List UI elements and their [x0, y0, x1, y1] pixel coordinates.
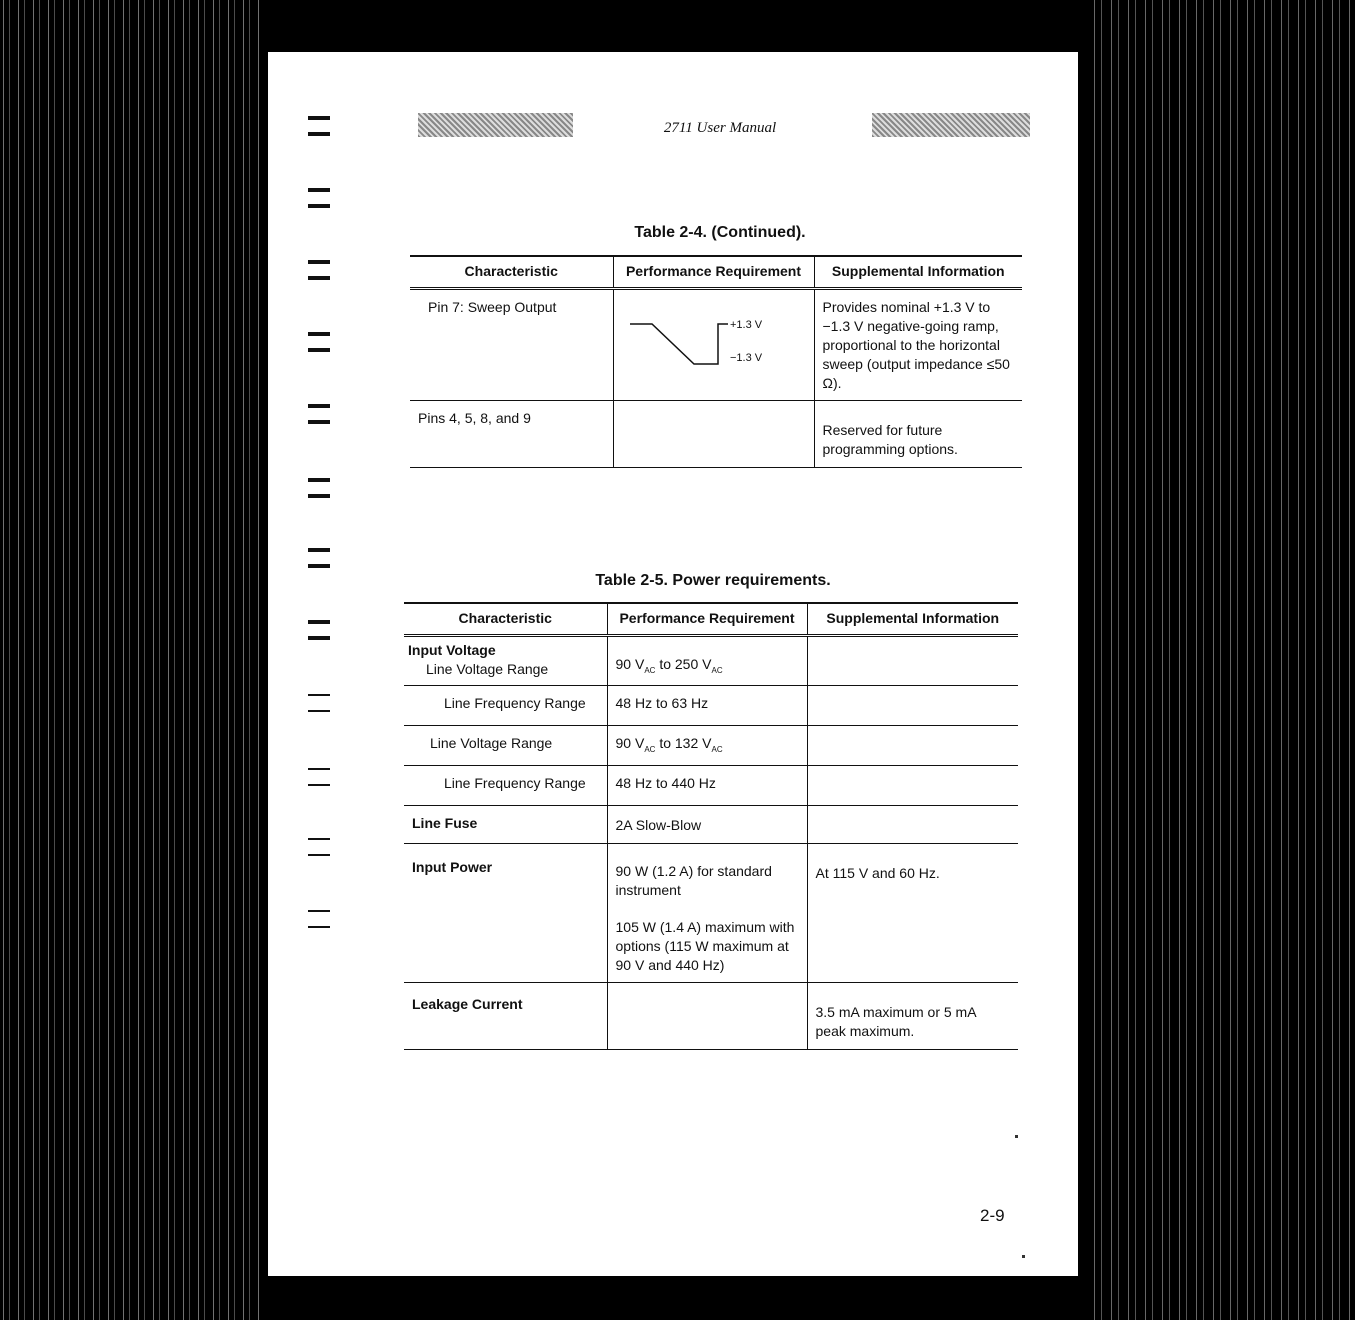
input-power-label: Input Power [404, 844, 607, 983]
table4 [410, 255, 1022, 468]
line-fuse-value: 2A Slow-Blow [607, 806, 807, 844]
scan-margin-left [0, 0, 262, 1320]
table4-col-supplemental: Supplemental Information [814, 256, 1022, 289]
leakage-current-value [607, 983, 807, 1050]
waveform-lower-label: −1.3 V [729, 352, 762, 364]
table4-caption: Table 2-4. (Continued). [634, 224, 806, 241]
page-number: 2-9 [980, 1206, 1005, 1225]
table-row [404, 636, 1018, 686]
sweep-ramp-waveform [622, 298, 802, 378]
table4-r2-requirement [613, 401, 814, 468]
line-fuse-label: Line Fuse [404, 806, 607, 844]
input-voltage-group-label: Input Voltage [408, 642, 496, 658]
binder-edge-marks [300, 100, 340, 1230]
input-power-value [607, 844, 807, 983]
table4-col-performance: Performance Requirement [613, 256, 814, 289]
table5-col-characteristic: Characteristic [404, 603, 607, 636]
line-voltage-range-label: Line Voltage Range [426, 660, 549, 677]
line-voltage-range-value: 90 $V_{AC}$ to 250 $V_{AC}$ [607, 636, 807, 686]
line-frequency-range-supplemental [807, 686, 1018, 726]
table4-r1-supplemental: Provides nominal +1.3 V to −1.3 V negative-going ramp, proportional to the horizontal sweep (output impedance ≤50 Ω). [814, 289, 1022, 401]
line-frequency-range-2-supplemental [807, 766, 1018, 806]
table5-col-supplemental: Supplemental Information [807, 603, 1018, 636]
line-fuse-supplemental [807, 806, 1018, 844]
line-frequency-range-2-label-cell: Line Frequency Range [404, 766, 607, 806]
waveform-upper-label: +1.3 V [729, 319, 762, 331]
table-row [404, 686, 1018, 726]
line-frequency-range-value: 48 Hz to 63 Hz [607, 686, 807, 726]
scan-speck [1022, 1255, 1025, 1258]
table5-caption: Table 2-5. Power requirements. [595, 572, 831, 589]
header-logo-block-right [872, 113, 1030, 137]
table-row [404, 844, 1018, 983]
table5-input-voltage-cell [404, 636, 607, 686]
line-voltage-range-2-supplemental [807, 726, 1018, 766]
table-row [404, 766, 1018, 806]
table-row [404, 806, 1018, 844]
table-row [404, 726, 1018, 766]
leakage-current-supplemental: 3.5 mA maximum or 5 mA peak maximum. [807, 983, 1018, 1050]
input-power-supplemental: At 115 V and 60 Hz. [807, 844, 1018, 983]
scan-speck [1015, 1135, 1018, 1138]
table5-col-performance: Performance Requirement [607, 603, 807, 636]
table4-col-characteristic: Characteristic [410, 256, 613, 289]
line-voltage-range-2-label-cell: Line Voltage Range [404, 726, 607, 766]
input-power-standard: 90 W (1.2 A) for standard instrument [615, 863, 772, 898]
scan-margin-right [1090, 0, 1355, 1320]
table4-r1-waveform [613, 289, 814, 401]
running-title: 2711 User Manual [663, 120, 777, 136]
line-frequency-range-label-cell: Line Frequency Range [404, 686, 607, 726]
table-row [410, 401, 1022, 468]
table4-r2-characteristic: Pins 4, 5, 8, and 9 [410, 401, 613, 468]
table4-r2-supplemental: Reserved for future programming options. [814, 401, 1022, 468]
header-logo-block-left [418, 113, 573, 137]
leakage-current-label: Leakage Current [404, 983, 607, 1050]
table-row [410, 289, 1022, 401]
table4-r1-characteristic: Pin 7: Sweep Output [410, 289, 613, 401]
table5 [404, 602, 1018, 1050]
line-voltage-range-2-value: 90 $V_{AC}$ to 132 $V_{AC}$ [607, 726, 807, 766]
table-row [404, 983, 1018, 1050]
line-voltage-range-supplemental [807, 636, 1018, 686]
line-frequency-range-2-value: 48 Hz to 440 Hz [607, 766, 807, 806]
input-power-maximum: 105 W (1.4 A) maximum with options (115 W maximum at 90 V and 440 Hz) [615, 918, 795, 973]
